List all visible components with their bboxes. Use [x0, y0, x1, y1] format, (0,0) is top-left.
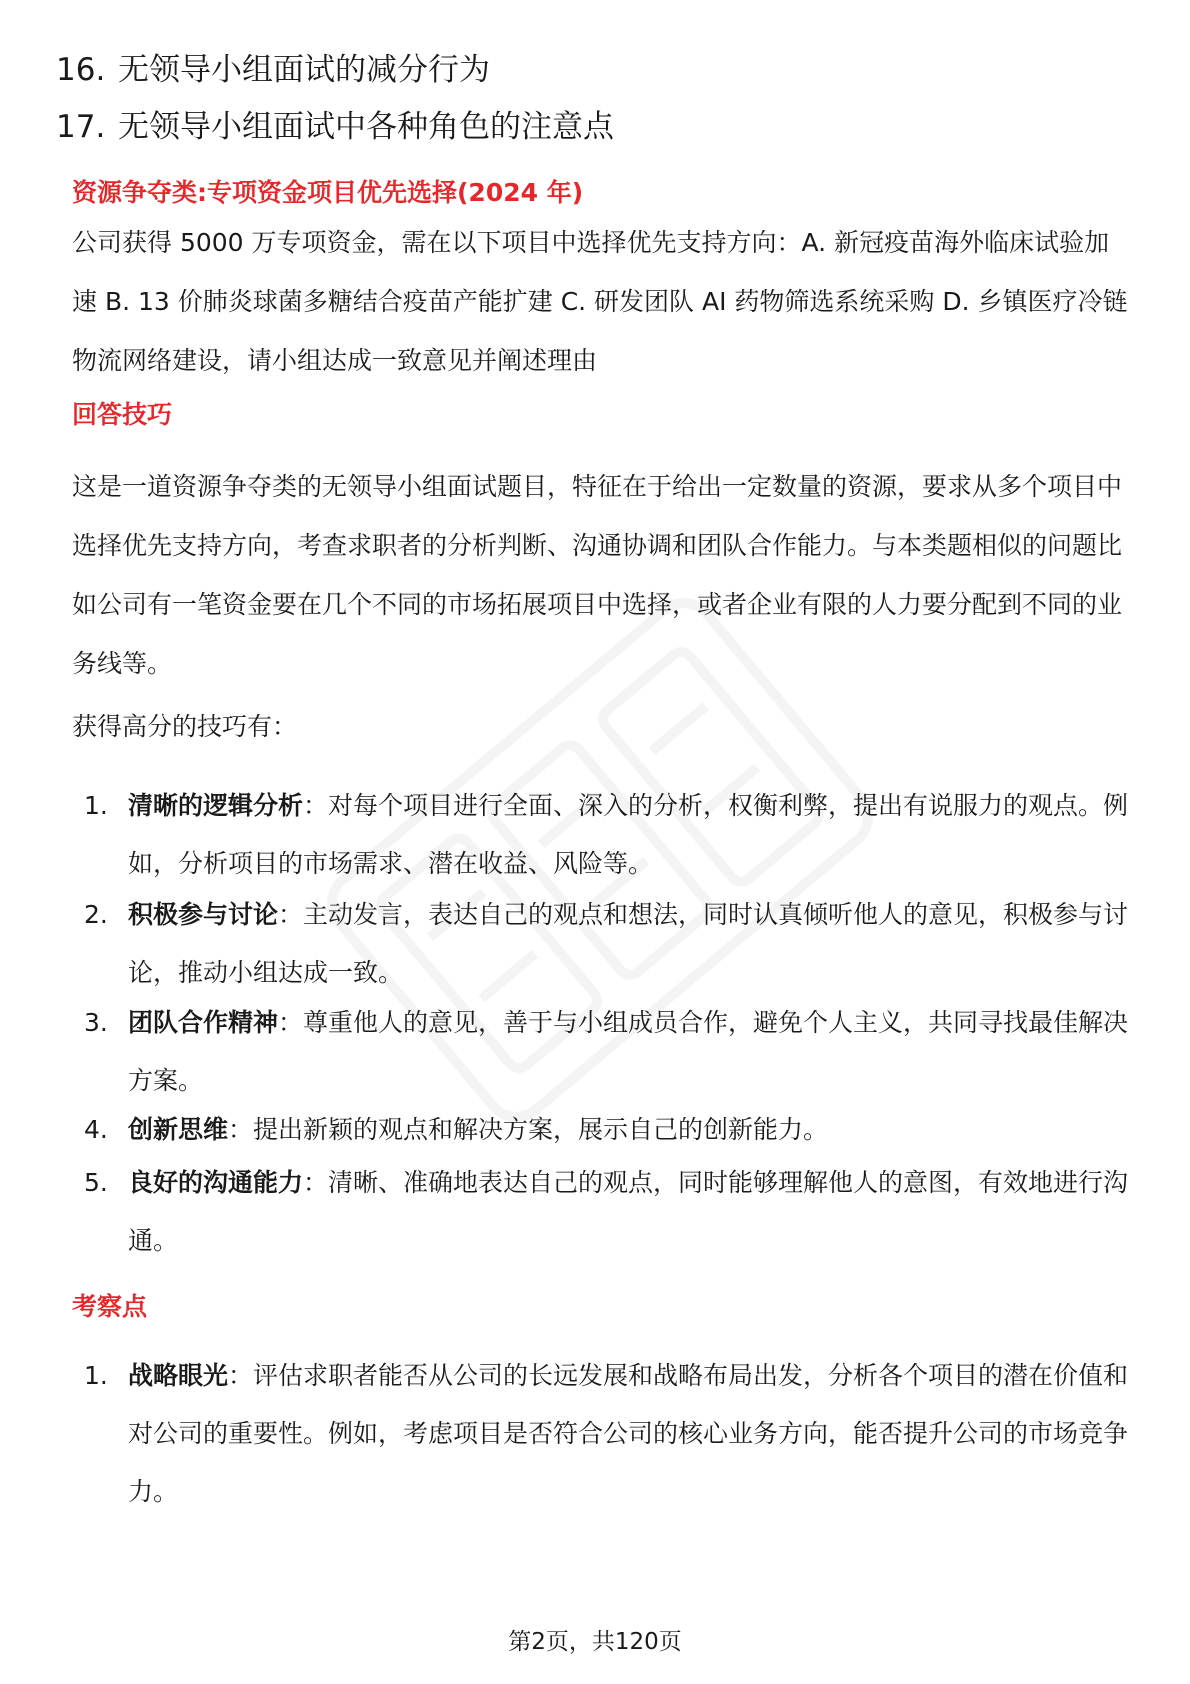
list-item-text: ：尊重他人的意见，善于与小组成员合作，避免个人主义，共同寻找最佳解决方案。 — [128, 1008, 1129, 1095]
list-item-number: 3. — [84, 1008, 108, 1037]
list-item-number: 2. — [84, 900, 108, 929]
list-item-number: 4. — [84, 1115, 108, 1144]
tips-list-item — [84, 1101, 1129, 1159]
list-item-keyword: 战略眼光 — [128, 1361, 229, 1390]
toc-item-17[interactable] — [56, 107, 614, 147]
list-item-text: ：主动发言，表达自己的观点和想法，同时认真倾听他人的意见，积极参与讨论，推动小组达成一致。 — [128, 900, 1129, 987]
tips-lead: 获得高分的技巧有： — [72, 712, 298, 741]
list-item-number: 5. — [84, 1168, 108, 1197]
list-item-keyword: 团队合作精神 — [128, 1008, 279, 1037]
list-item-keyword: 清晰的逻辑分析 — [128, 791, 304, 820]
tips-list-item — [84, 1154, 1129, 1270]
toc-item-text: 无领导小组面试中各种角色的注意点 — [118, 109, 614, 145]
tips-list-item — [84, 777, 1129, 893]
toc-item-text: 无领导小组面试的减分行为 — [118, 52, 490, 88]
tips-intro: 这是一道资源争夺类的无领导小组面试题目，特征在于给出一定数量的资源，要求从多个项目中选择优先支持方向，考查求职者的分析判断、沟通协调和团队合作能力。与本类题相似的问题比如公司有一笔资金要在几个不同的市场拓展项目中选择，或者企业有限的人力要分配到不同的业务线等。 — [72, 472, 1123, 678]
points-list-item — [84, 1347, 1129, 1521]
list-item-keyword: 良好的沟通能力 — [128, 1168, 304, 1197]
list-item-keyword: 积极参与讨论 — [128, 900, 279, 929]
list-item-text: ：对每个项目进行全面、深入的分析，权衡利弊，提出有说服力的观点。例如，分析项目的市场需求、潜在收益、风险等。 — [128, 791, 1129, 878]
points-heading: 考察点 — [72, 1292, 148, 1321]
page-footer: 第2页，共120页 — [508, 1629, 682, 1655]
list-item-text: ：评估求职者能否从公司的长远发展和战略布局出发，分析各个项目的潜在价值和对公司的重要性。例如，考虑项目是否符合公司的核心业务方向，能否提升公司的市场竞争力。 — [128, 1361, 1129, 1506]
question-text: 公司获得 5000 万专项资金，需在以下项目中选择优先支持方向：A. 新冠疫苗海外临床试验加速 B. 13 价肺炎球菌多糖结合疫苗产能扩建 C. 研发团队 AI 药物筛选系统采购 D. 乡镇医疗冷链物流网络建设，请小组达成一致意见并阐述理由 — [72, 228, 1128, 375]
toc-item-number: 17. — [56, 109, 106, 145]
toc-item-16[interactable] — [56, 50, 490, 90]
list-item-text: ：提出新颖的观点和解决方案，展示自己的创新能力。 — [228, 1115, 829, 1144]
list-item-number: 1. — [84, 791, 108, 820]
list-item-text: ：清晰、准确地表达自己的观点，同时能够理解他人的意图，有效地进行沟通。 — [128, 1168, 1129, 1255]
tips-list-item — [84, 886, 1129, 1002]
list-item-number: 1. — [84, 1361, 108, 1390]
toc-item-number: 16. — [56, 52, 106, 88]
tips-heading: 回答技巧 — [72, 400, 173, 429]
question-heading: 资源争夺类:专项资金项目优先选择(2024 年) — [72, 178, 584, 207]
tips-list-item — [84, 994, 1129, 1110]
list-item-keyword: 创新思维 — [128, 1115, 229, 1144]
